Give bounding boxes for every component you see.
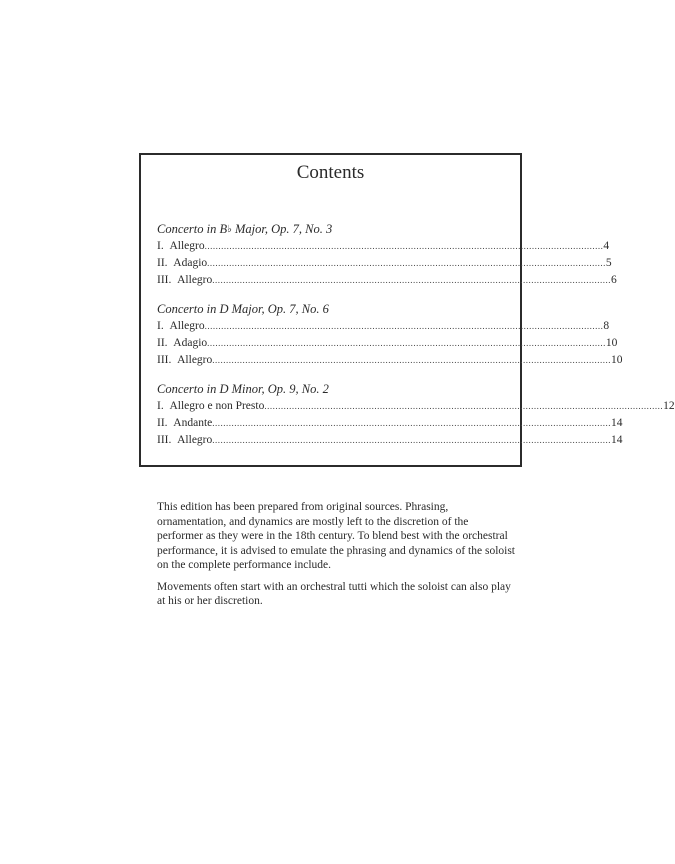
concerto-title: Concerto in D Major, Op. 7, No. 6	[157, 302, 329, 316]
movement-entry	[157, 335, 618, 352]
concerto-title: Concerto in D Minor, Op. 9, No. 2	[157, 382, 329, 396]
contents-title: Contents	[296, 162, 365, 183]
movement-number: II.	[157, 417, 168, 429]
edition-notes	[157, 500, 517, 616]
concerto-section	[157, 381, 675, 449]
movement-entry	[157, 318, 610, 335]
movement-entry	[157, 398, 675, 415]
dot-leader: .................................................................................................................................................	[212, 275, 612, 285]
movement-entry	[157, 352, 623, 369]
movement-name: Andante	[173, 417, 213, 429]
dot-leader: .................................................................................................................................................	[204, 241, 604, 251]
page-number: 10	[611, 354, 623, 366]
concerto-section	[157, 221, 617, 289]
dot-leader: .................................................................................................................................................	[204, 321, 604, 331]
movement-number: III.	[157, 354, 172, 366]
dot-leader: .................................................................................................................................................	[264, 401, 664, 411]
movement-number: I.	[157, 400, 164, 412]
concerto-section	[157, 301, 623, 369]
concerto-title-suffix: Major, Op. 7, No. 3	[231, 222, 333, 236]
concerto-title	[157, 221, 502, 238]
movement-number: III.	[157, 274, 172, 286]
movement-entry	[157, 238, 610, 255]
movement-entry	[157, 255, 612, 272]
contents-box	[139, 153, 675, 467]
page-number: 12	[663, 400, 675, 412]
movement-name: Adagio	[173, 337, 208, 349]
contents-list	[157, 221, 675, 461]
page-number: 8	[603, 320, 610, 332]
flat-symbol: ♭	[227, 224, 232, 235]
movement-name: Allegro	[177, 434, 213, 446]
movement-entry	[157, 415, 623, 432]
movement-number: II.	[157, 337, 168, 349]
concerto-title-prefix: Concerto in B	[157, 222, 228, 236]
page-number: 4	[603, 240, 610, 252]
movement-entry	[157, 272, 617, 289]
movement-name: Allegro	[169, 240, 205, 252]
movement-name: Allegro e non Presto	[169, 400, 265, 412]
movement-name: Allegro	[169, 320, 205, 332]
movement-number: I.	[157, 240, 164, 252]
movement-name: Allegro	[177, 274, 213, 286]
movement-name: Adagio	[173, 257, 208, 269]
movement-entry	[157, 432, 623, 449]
dot-leader: .................................................................................................................................................	[212, 418, 612, 428]
page-number: 14	[611, 434, 623, 446]
movement-number: III.	[157, 434, 172, 446]
movement-name: Allegro	[177, 354, 213, 366]
dot-leader: .................................................................................................................................................	[212, 355, 612, 365]
dot-leader: .................................................................................................................................................	[212, 435, 612, 445]
page-number: 5	[605, 257, 612, 269]
page-number: 10	[605, 337, 618, 349]
notes-paragraph: This edition has been prepared from original sources. Phrasing, ornamentation, and dynamics are mostly left to the discretion of the performer as they were in the 18th century. To blend best with the orchestral performance, it is advised to emulate the phrasing and dynamics of the soloist on the complete performance include.	[157, 501, 516, 571]
page-number: 14	[611, 417, 623, 429]
notes-paragraph: Movements often start with an orchestral tutti which the soloist can also play at his or her discretion.	[157, 580, 511, 607]
movement-number: II.	[157, 257, 168, 269]
page-number: 6	[611, 274, 617, 286]
dot-leader: .................................................................................................................................................	[207, 338, 606, 348]
movement-number: I.	[157, 320, 164, 332]
dot-leader: .................................................................................................................................................	[207, 258, 606, 268]
